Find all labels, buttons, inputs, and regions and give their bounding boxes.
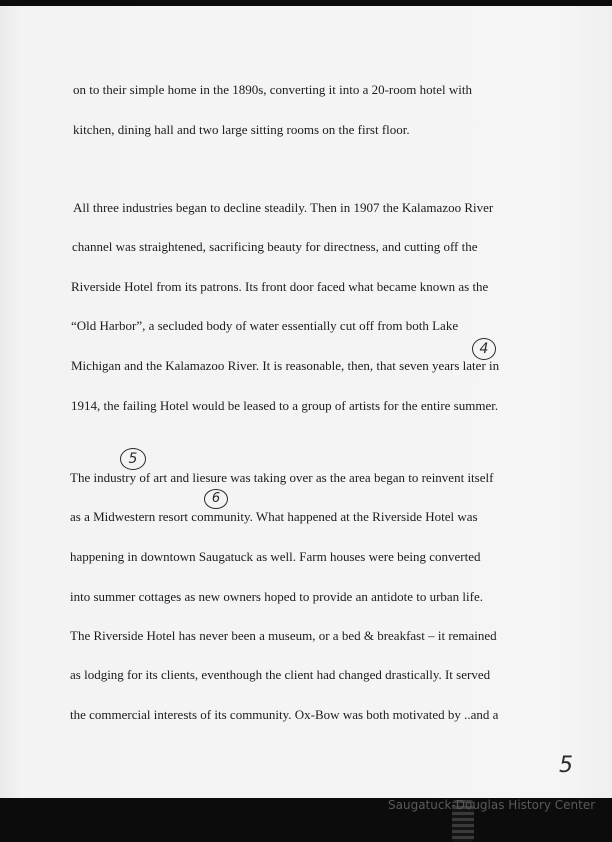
- text-line-7: Michigan and the Kalamazoo River. It is reasonable, then, that seven years later in: [71, 358, 500, 373]
- annotation-circled-6: 6: [204, 489, 228, 509]
- page-number: 5: [559, 753, 573, 778]
- text-line-1: on to their simple home in the 1890s, converting it into a 20-room hotel with: [73, 82, 472, 97]
- text-line-5: Riverside Hotel from its patrons. Its front door faced what became known as the: [71, 279, 489, 294]
- text-line-13: The Riverside Hotel has never been a museum, or a bed & breakfast – it remained: [70, 628, 497, 643]
- text-line-10: as a Midwestern resort community. What happened at the Riverside Hotel was: [70, 509, 478, 524]
- text-line-6: “Old Harbor”, a secluded body of water essentially cut off from both Lake: [71, 318, 459, 333]
- text-line-8: 1914, the failing Hotel would be leased to a group of artists for the entire summer.: [71, 398, 499, 413]
- text-line-4: channel was straightened, sacrificing beauty for directness, and cutting off the: [72, 239, 478, 254]
- text-line-9: The industry of art and liesure was taking over as the area began to reinvent itself: [70, 470, 494, 485]
- annotation-circled-4: 4: [472, 338, 496, 360]
- text-line-11: happening in downtown Saugatuck as well. Farm houses were being converted: [70, 549, 481, 564]
- text-line-12: into summer cottages as new owners hoped to provide an antidote to urban life.: [70, 589, 484, 604]
- text-line-2: kitchen, dining hall and two large sitting rooms on the first floor.: [73, 122, 410, 137]
- watermark-text: Saugatuck-Douglas History Center: [388, 798, 596, 812]
- text-line-3: All three industries began to decline steadily. Then in 1907 the Kalamazoo River: [73, 200, 494, 215]
- annotation-circled-5: 5: [120, 448, 146, 470]
- text-line-14: as lodging for its clients, eventhough the client had changed drastically. It served: [70, 667, 491, 682]
- text-line-15: the commercial interests of its community. Ox-Bow was both motivated by ..and a: [70, 707, 499, 722]
- document-page: [0, 6, 612, 798]
